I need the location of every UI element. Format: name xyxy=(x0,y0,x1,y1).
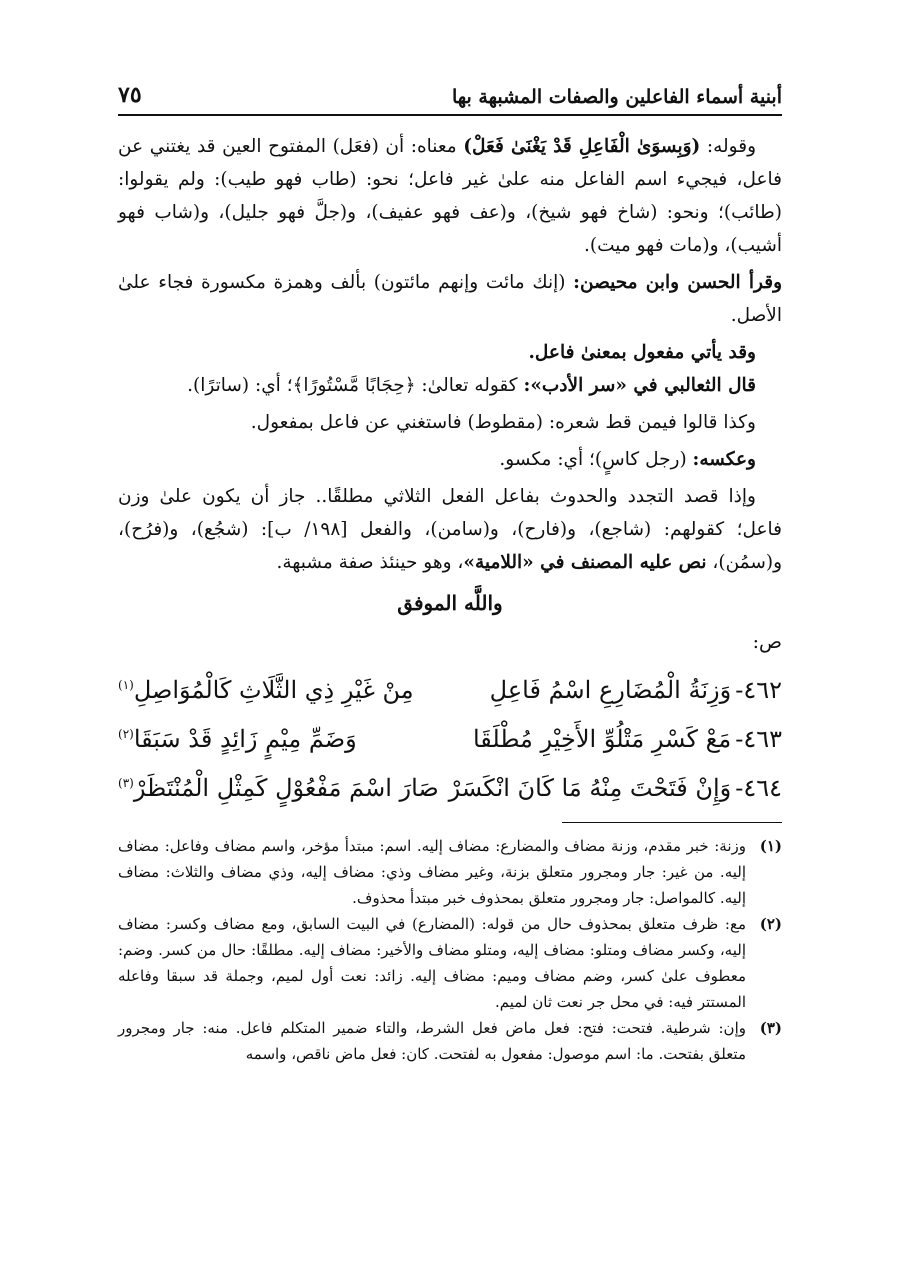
verse-number: ٤٦٢- xyxy=(735,676,782,704)
verse-second-text: وَضَمِّ مِيْمٍ زَائِدٍ قَدْ سَبَقَا xyxy=(133,725,357,753)
running-title: أبنية أسماء الفاعلين والصفات المشبهة بها xyxy=(451,86,782,108)
footnote xyxy=(118,1015,782,1067)
verse-second-hemistich xyxy=(118,712,357,761)
paragraph-7 xyxy=(118,480,782,579)
verse-first-text: وَزِنَةُ الْمُضَارِعِ اسْمُ فَاعِلِ xyxy=(489,676,732,704)
page-number: ٧٥ xyxy=(118,82,142,108)
verse-second-hemistich xyxy=(118,663,414,712)
footnote-ref: (١) xyxy=(118,678,134,692)
paragraph-3 xyxy=(118,336,782,369)
p2-bold: وقرأ الحسن وابن محيصن: xyxy=(573,272,782,293)
paragraph-1 xyxy=(118,130,782,262)
p4-rest: كقوله تعالىٰ: ﴿حِجَابًا مَّسْتُورًا﴾؛ أي: (ساترًا). xyxy=(187,375,524,396)
footnote-text: مع: ظرف متعلق بمحذوف حال من قوله: (المضارع) في البيت السابق، ومع مضاف وكسر: مضاف إليه، وكسر مضاف ومتلو: مضاف إليه، ومتلو مضاف والأخير: مضاف إليه. مطلقًا: حال من كسر. وضم: معطوف علىٰ كسر، وضم مضاف وميم: مضاف إليه. زائد: نعت أول لميم، وجملة قد سبقا وفاعله المستتر فيه: في محل جر نعت ثان لميم. xyxy=(118,915,746,1011)
p2-rest: (إنك مائت وإنهم مائتون) بألف وهمزة مكسورة فجاء علىٰ الأصل. xyxy=(118,272,782,326)
verse-line xyxy=(118,761,782,810)
p6-bold: وعكسه: xyxy=(692,449,756,470)
verse-first-hemistich xyxy=(490,668,782,712)
footnote-number: (٢) xyxy=(759,915,782,933)
paragraph-6 xyxy=(118,443,782,476)
footnote-ref: (٢) xyxy=(118,727,134,741)
poem-verses xyxy=(118,663,782,810)
footnotes xyxy=(118,833,782,1067)
closing-phrase: واللَّه الموفق xyxy=(397,591,503,615)
verse-line xyxy=(118,663,782,712)
p7-bold: نص عليه المصنف في «اللامية» xyxy=(463,552,707,573)
verse-label: ص: xyxy=(752,631,782,653)
footnote xyxy=(118,911,782,1015)
p3-bold: وقد يأتي مفعول بمعنىٰ فاعل. xyxy=(528,342,756,363)
verse-second-hemistich xyxy=(118,761,439,810)
footnote-number: (٣) xyxy=(759,1019,782,1037)
page-header xyxy=(118,82,782,116)
verse-first-text: وَإِنْ فَتَحْتَ مِنْهُ مَا كَانَ انْكَسَرْ xyxy=(448,774,732,802)
footnote-number: (١) xyxy=(759,837,782,855)
p1-rest: معناه: أن (فعَل) المفتوح العين قد يغتني عن فاعل، فيجيء اسم الفاعل منه علىٰ غير فاعل؛ نحو: (طاب فهو طيب): ولم يقولوا: (طائب)؛ ونحو: (شاخ فهو شيخ)، و(عف فهو عفيف)، و(جلَّ فهو جليل)، و(شاب فهو أشيب)، و(مات فهو ميت). xyxy=(118,136,782,256)
footnote-text: وإن: شرطية. فتحت: فتح: فعل ماض فعل الشرط، والتاء ضمير المتكلم فاعل. منه: جار ومجرور متعلق بفتحت. ما: اسم موصول: مفعول به لفتحت. كان: فعل ماض ناقص، واسمه xyxy=(118,1019,746,1063)
footnote-text: وزنة: خبر مقدم، وزنة مضاف والمضارع: مضاف إليه. اسم: مبتدأ مؤخر، واسم مضاف وفاعل: مضاف إليه. من غير: جار ومجرور متعلق بزنة، وغير مضاف وذي: مضاف إليه، وذي مضاف والثلاث: مضاف إليه. كالمواصل: جار ومجرور متعلق بمحذوف خبر مبتدأ محذوف. xyxy=(118,837,746,907)
verse-second-text: صَارَ اسْمَ مَفْعُوْلٍ كَمِثْلِ الْمُنْتَظَرْ xyxy=(133,774,439,802)
verse-line xyxy=(118,712,782,761)
paragraph-4 xyxy=(118,369,782,402)
verse-number: ٤٦٤- xyxy=(735,774,782,802)
p4-bold: قال الثعالبي في «سر الأدب»: xyxy=(523,375,756,396)
main-text xyxy=(118,130,782,810)
verse-first-hemistich xyxy=(449,766,782,810)
p1-intro: وقوله: xyxy=(700,136,756,157)
footnote-divider xyxy=(562,822,782,823)
paragraph-5 xyxy=(118,406,782,439)
footnote-ref: (٣) xyxy=(118,776,134,790)
p1-quote: (وَبِسوَىٰ الْفَاعِلِ قَدْ يَغْنَىٰ فَعَلْ) xyxy=(463,136,701,157)
verse-second-text: مِنْ غَيْرِ ذِي الثَّلَاثِ كَالْمُوَاصِلِ xyxy=(133,676,414,704)
verse-first-hemistich xyxy=(473,717,782,761)
footnote xyxy=(118,833,782,911)
p6-rest: (رجل كاسٍ)؛ أي: مكسو. xyxy=(499,449,693,470)
paragraph-2 xyxy=(118,266,782,332)
verse-first-text: مَعْ كَسْرِ مَتْلُوِّ الأَخِيْرِ مُطْلَقَا xyxy=(472,725,732,753)
p7-rest: ، وهو حينئذ صفة مشبهة. xyxy=(276,552,464,573)
p5-text: وكذا قالوا فيمن قط شعره: (مقطوط) فاستغني عن فاعل بمفعول. xyxy=(250,412,756,433)
p7-text: وإذا قصد التجدد والحدوث بفاعل الفعل الثلاثي مطلقًا.. جاز أن يكون علىٰ وزن فاعل؛ كقولهم: (شاجع)، و(فارح)، و(سامن)، والفعل [١٩٨/ ب]: (شجُع)، و(فرُح)، و(سمُن)، xyxy=(118,486,782,573)
verse-number: ٤٦٣- xyxy=(735,725,782,753)
